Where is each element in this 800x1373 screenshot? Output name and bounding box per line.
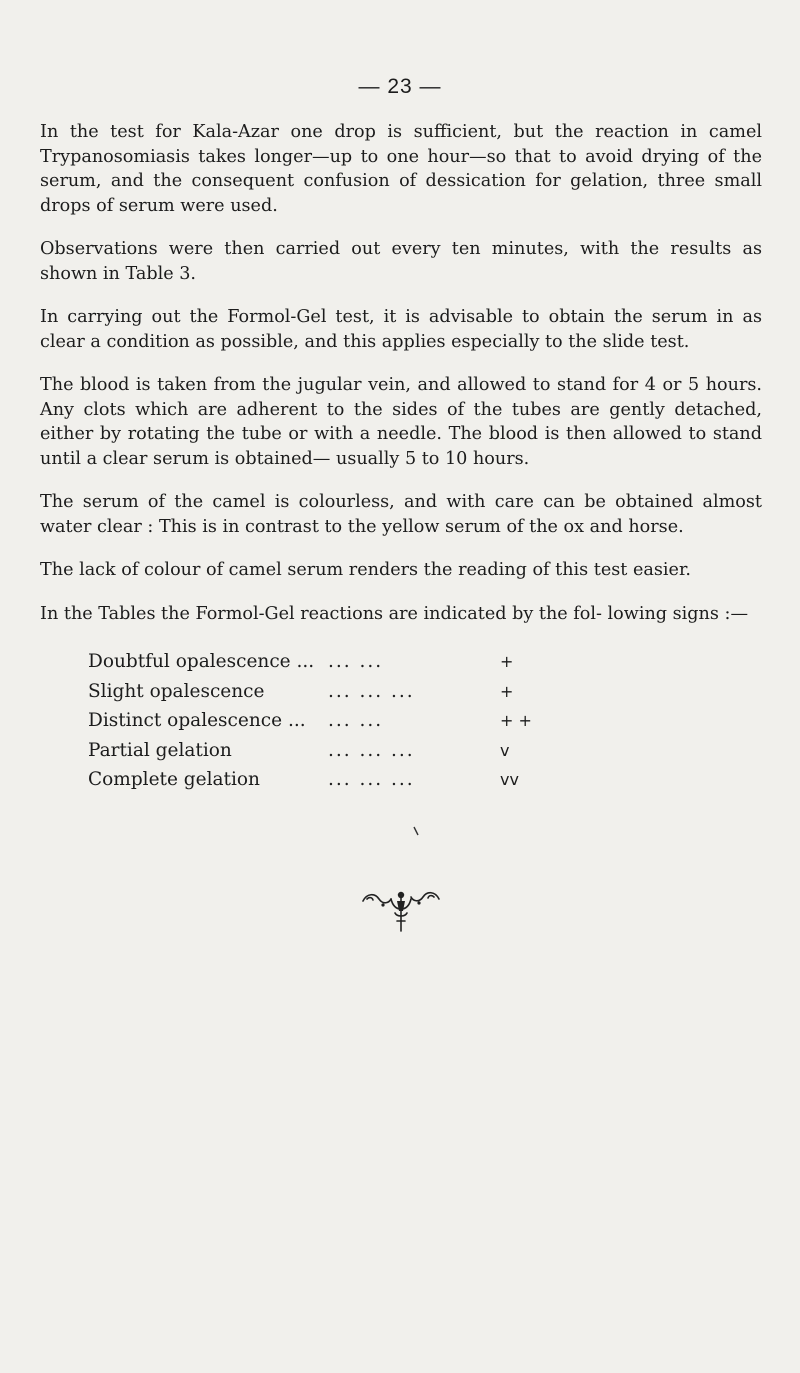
leader-dots: ... ... ...: [328, 739, 415, 761]
sign-term: Partial gelation: [88, 739, 232, 761]
sign-symbol: +: [500, 652, 514, 671]
signs-table: [88, 651, 558, 799]
sign-symbol: + +: [500, 711, 532, 730]
sign-symbol: +: [500, 681, 514, 701]
paragraph: The lack of colour of camel serum renders the reading of this test easier.: [40, 560, 692, 580]
sign-term: Distinct opalescence ...: [88, 710, 306, 731]
table-row: [88, 740, 558, 770]
leader-dots: ... ...: [328, 651, 384, 672]
sign-term: Doubtful opalescence ...: [88, 651, 315, 672]
stray-mark-icon: [413, 826, 419, 836]
table-row: [88, 769, 558, 799]
paragraph: In the test for Kala-Azar one drop is sufficient, but the reaction in camel Trypanosomiasis takes longer—up to one hour—so that to avoid drying of the serum, and the consequent confusion of dessication for gelation, three small drops of serum were used.: [40, 122, 762, 216]
table-row: [88, 651, 558, 681]
paragraph: The blood is taken from the jugular vein, and allowed to stand for 4 or 5 hours. Any clots which are adherent to the sides of the tubes are gently detached, either by rotating the tube or with a needle. The blood is then allowed to stand until a clear serum is obtained— usually 5 to 10 hours.: [40, 375, 762, 469]
leader-dots: ... ... ...: [328, 680, 415, 702]
table-row: [88, 681, 558, 711]
sign-term: Complete gelation: [88, 769, 260, 790]
page-number: — 23 —: [358, 75, 442, 98]
table-row: [88, 710, 558, 740]
leader-dots: ... ...: [328, 710, 384, 731]
paragraph: Observations were then carried out every ten minutes, with the results as shown in Table 3.: [40, 239, 762, 284]
leader-dots: ... ... ...: [328, 769, 415, 790]
body-text: [40, 120, 762, 645]
sign-symbol: vv: [500, 770, 519, 789]
printer-ornament-icon: [359, 887, 443, 933]
paragraph: In the Tables the Formol-Gel reactions are indicated by the fol- lowing signs :—: [40, 603, 749, 624]
paragraph: In carrying out the Formol-Gel test, it is advisable to obtain the serum in as clear a condition as possible, and this applies especially to the slide test.: [40, 307, 762, 352]
sign-symbol: v: [500, 740, 510, 760]
sign-term: Slight opalescence: [88, 680, 265, 702]
paragraph: The serum of the camel is colourless, and with care can be obtained almost water clear : This is in contrast to the yellow serum of the ox and horse.: [40, 492, 762, 537]
